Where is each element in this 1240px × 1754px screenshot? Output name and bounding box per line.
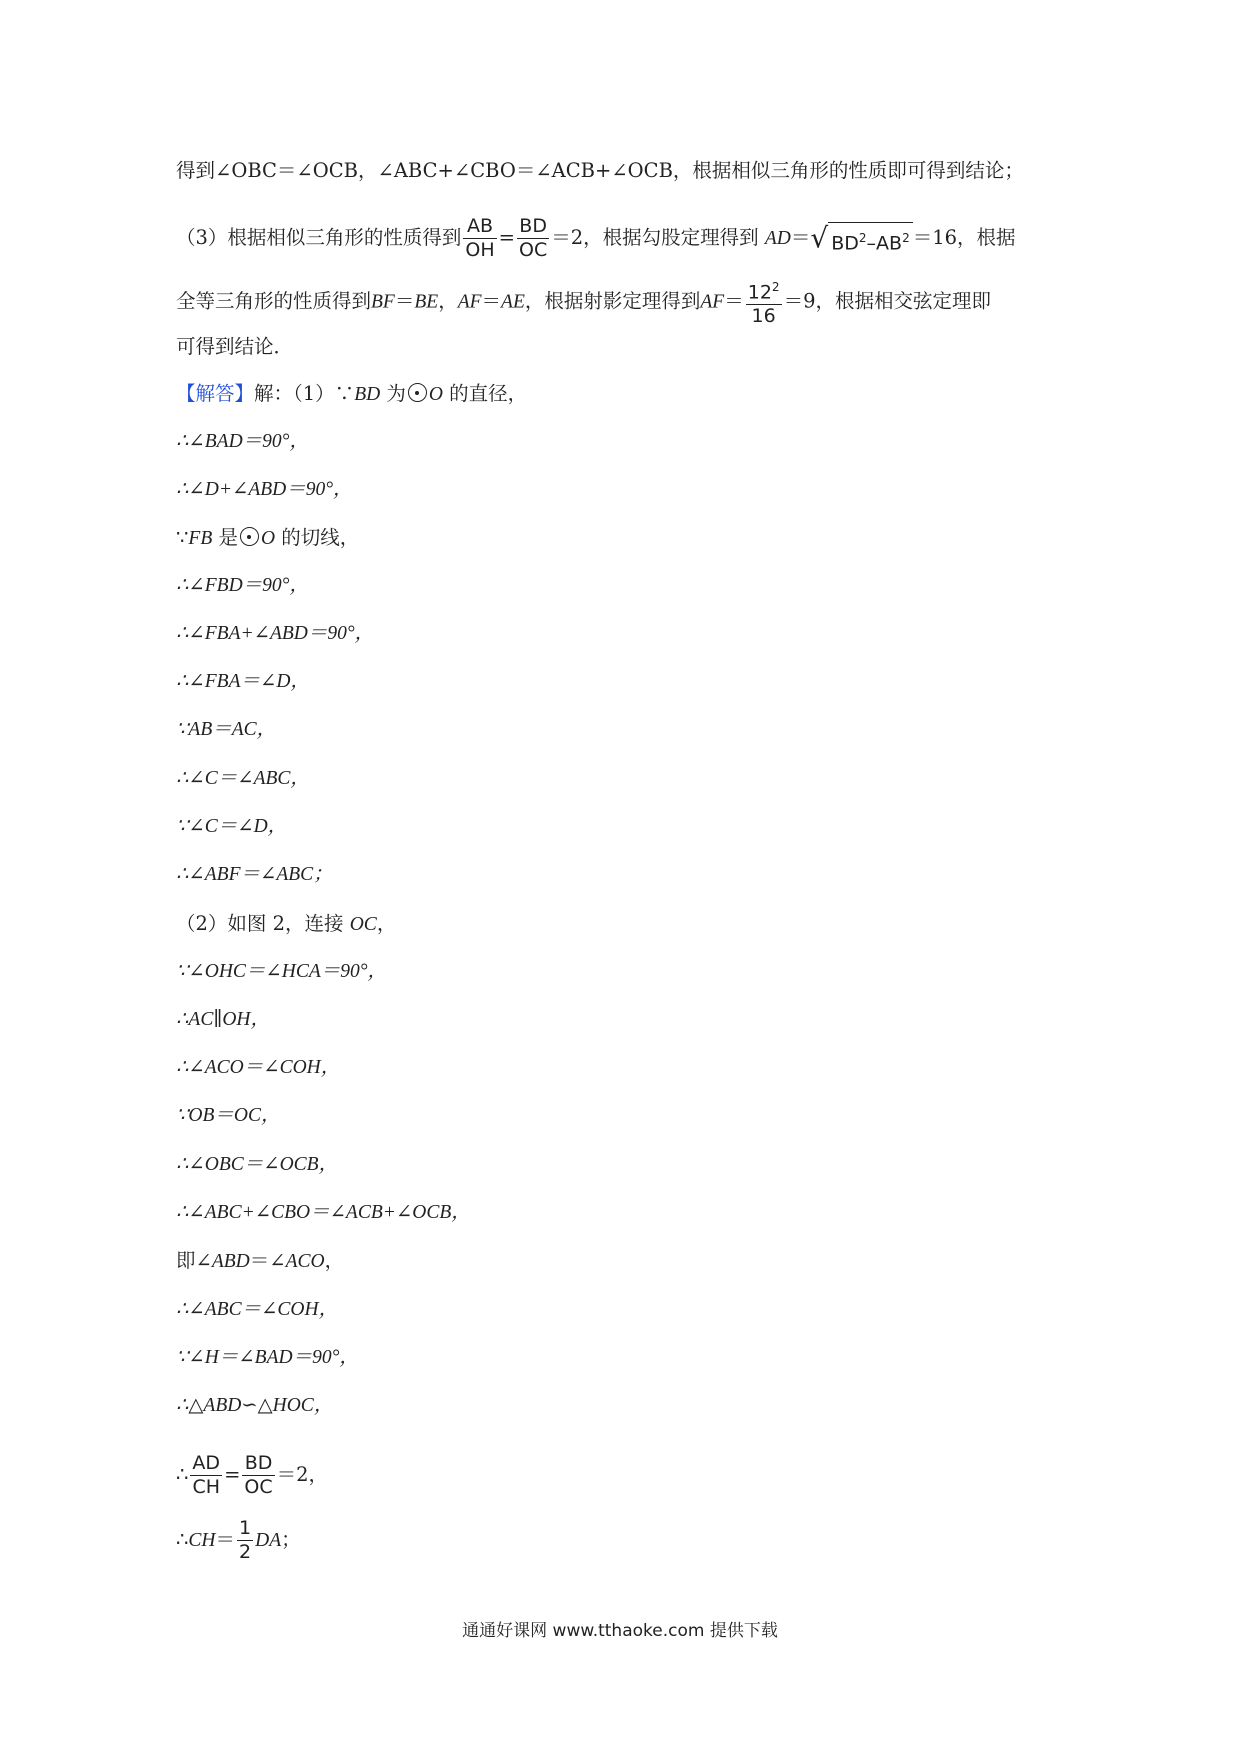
circle-dot-icon xyxy=(240,527,259,546)
math-var: BD xyxy=(354,384,381,405)
text-line xyxy=(176,1517,301,1564)
math-var: O xyxy=(260,528,276,549)
text-segment: （3）根据相似三角形的性质得到 xyxy=(176,226,462,249)
text-line: ∴AC∥OH， xyxy=(176,1009,270,1030)
radicand xyxy=(828,222,913,255)
text-segment: ＝2， xyxy=(276,1463,329,1486)
exponent: 2 xyxy=(858,230,867,245)
text-segment: ＝ xyxy=(394,289,415,313)
text-line: ∵∠C＝∠D， xyxy=(176,816,288,837)
math-var: ABD xyxy=(211,1251,250,1272)
fraction-numerator xyxy=(746,276,782,305)
text-segment: ＝2，根据勾股定理得到 xyxy=(551,226,765,249)
fraction-denominator: 16 xyxy=(751,305,776,328)
fraction-numerator: AB xyxy=(463,215,496,239)
text-line: ∵∠H＝∠BAD＝90°， xyxy=(176,1347,359,1368)
numerator-value: 12 xyxy=(747,281,772,304)
solution-heading xyxy=(176,380,527,409)
text-segment: ，根据射影定理得到 xyxy=(524,289,701,313)
text-line: ∵AB＝AC， xyxy=(176,719,277,740)
text-segment: （2）如图 2，连接 xyxy=(176,912,350,935)
text-line: 可得到结论． xyxy=(176,335,294,358)
text-segment: 的直径， xyxy=(442,382,528,405)
fraction-numerator: BD xyxy=(242,1452,274,1476)
math-var: BF xyxy=(371,291,395,313)
math-var: AF xyxy=(700,291,725,313)
text-line: 得到∠OBC＝∠OCB，∠ABC+∠CBO＝∠ACB+∠OCB，根据相似三角形的性质即可得到结论； xyxy=(176,159,1024,182)
fraction-ab-oh xyxy=(463,215,496,262)
math-var: BE xyxy=(414,291,439,313)
page-footer: 通通好课网 www.tthaoke.com 提供下载 xyxy=(462,1621,778,1641)
text-segment: ∴ xyxy=(176,1528,189,1551)
text-segment: ＝ xyxy=(481,289,502,313)
fraction-numerator: AD xyxy=(192,1452,221,1474)
radical-sign: √ xyxy=(810,221,829,255)
text-line: ∴∠ABF＝∠ABC； xyxy=(176,864,333,885)
math-var: CH xyxy=(188,1530,216,1551)
text-segment: 的切线， xyxy=(275,526,360,549)
text-line: ∴∠ABC+∠CBO＝∠ACB+∠OCB， xyxy=(176,1202,471,1223)
text-segment: ∴ xyxy=(176,1463,189,1486)
math-var: OC xyxy=(349,914,377,935)
text-segment: ∵ xyxy=(176,526,189,549)
fraction-numerator: BD xyxy=(517,215,549,239)
fraction-bd-oc xyxy=(517,215,549,262)
text-line: ∴△ABD∽△HOC， xyxy=(176,1395,334,1416)
equals-sign: = xyxy=(498,226,516,249)
fraction-denominator: OH xyxy=(465,239,495,261)
fraction-one-half xyxy=(237,1517,253,1564)
radicand-term: –AB xyxy=(866,232,903,255)
math-var: AE xyxy=(501,291,525,313)
text-line: ∵OB＝OC， xyxy=(176,1105,281,1126)
exponent: 2 xyxy=(771,280,780,294)
text-line: ∵∠OHC＝∠HCA＝90°， xyxy=(176,961,388,982)
fraction-12sq-16 xyxy=(746,276,782,328)
text-line: ∴∠D+∠ABD＝90°， xyxy=(176,479,353,500)
text-line: ∴∠ABC＝∠COH， xyxy=(176,1299,339,1320)
text-segment: ＝ xyxy=(215,1528,236,1551)
square-root xyxy=(810,222,912,255)
text-line: ∴∠FBA＝∠D， xyxy=(176,671,310,692)
text-line-step3 xyxy=(176,215,1016,262)
text-segment: ， xyxy=(438,289,458,313)
text-segment: ＝∠ xyxy=(249,1249,286,1272)
text-line xyxy=(176,276,991,328)
exponent: 2 xyxy=(902,230,910,245)
text-segment: ； xyxy=(281,1528,301,1551)
fraction-numerator: 1 xyxy=(239,1517,252,1539)
equals-sign: = xyxy=(224,1463,241,1486)
fraction-denominator: CH xyxy=(192,1476,221,1498)
text-line: ∴∠FBA+∠ABD＝90°， xyxy=(176,623,375,644)
text-line: ∴∠C＝∠ABC， xyxy=(176,768,310,789)
math-var: DA xyxy=(255,1530,282,1551)
circle-dot-icon xyxy=(408,383,427,402)
text-segment: ， xyxy=(376,912,397,935)
text-segment: 为 xyxy=(380,382,406,405)
text-line xyxy=(176,1452,328,1499)
math-var: ACO xyxy=(285,1251,325,1272)
math-var: AD xyxy=(764,228,791,249)
math-var: FB xyxy=(188,528,213,549)
text-line xyxy=(176,910,396,939)
text-segment: 是 xyxy=(212,526,238,549)
math-var: O xyxy=(428,384,443,405)
fraction-bd-oc xyxy=(242,1452,274,1499)
fraction-denominator: OC xyxy=(519,239,548,261)
text-line: ∴∠ACO＝∠COH， xyxy=(176,1057,341,1078)
text-line xyxy=(176,1247,344,1276)
text-segment: ＝ xyxy=(724,289,744,313)
text-segment: 即∠ xyxy=(176,1249,212,1272)
text-segment: ＝ xyxy=(790,226,811,249)
text-segment: 解：（1）∵ xyxy=(254,382,355,405)
text-segment: ＝9，根据相交弦定理即 xyxy=(783,289,991,313)
math-var: AF xyxy=(457,291,482,313)
answer-tag: 【解答】 xyxy=(176,382,255,405)
fraction-denominator: OC xyxy=(244,1476,273,1498)
text-line: ∴∠FBD＝90°， xyxy=(176,575,309,596)
text-line xyxy=(176,524,359,553)
text-segment: 全等三角形的性质得到 xyxy=(176,289,372,313)
text-line: ∴∠BAD＝90°， xyxy=(176,431,309,452)
text-segment: ， xyxy=(324,1249,345,1272)
fraction-ad-ch xyxy=(190,1452,222,1499)
radicand-term: BD xyxy=(831,232,859,255)
text-line: ∴∠OBC＝∠OCB， xyxy=(176,1154,339,1175)
fraction-denominator: 2 xyxy=(239,1541,252,1563)
text-segment: ＝16，根据 xyxy=(912,226,1016,249)
